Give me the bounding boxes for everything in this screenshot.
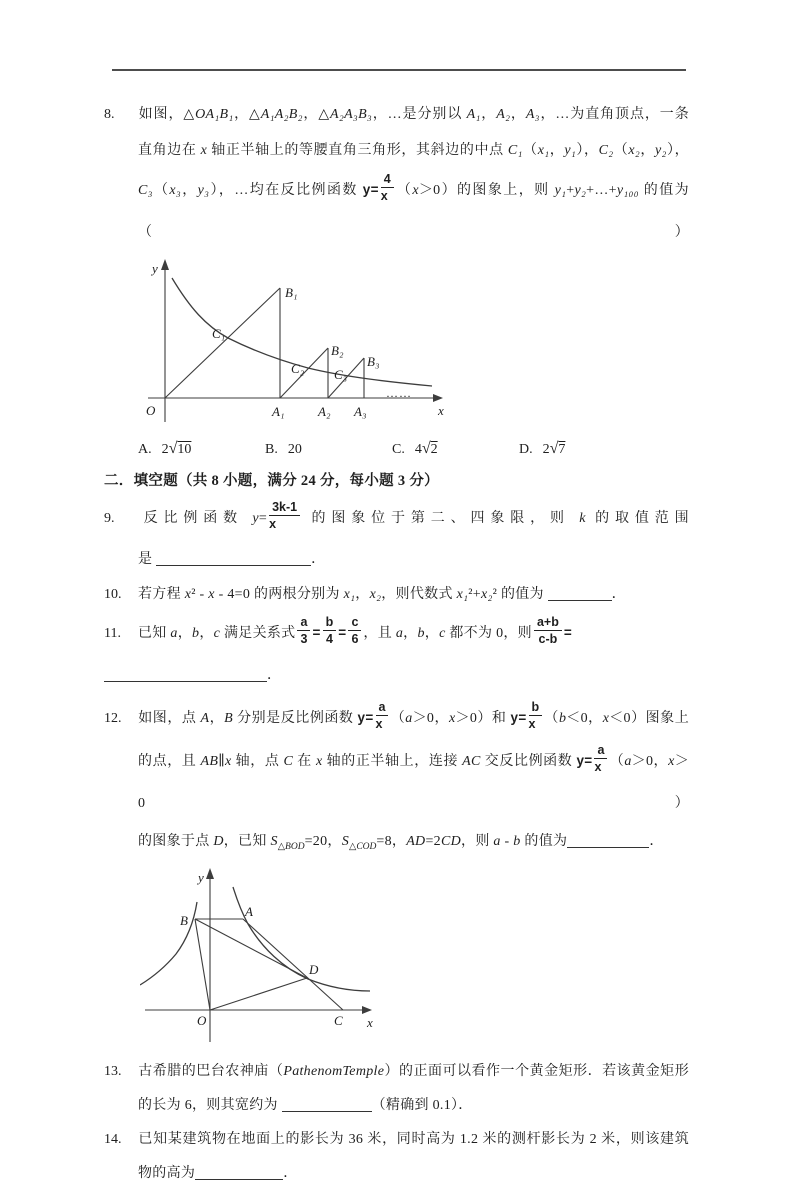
q8-line-3: C₃（x₃，y₃），…均在反比例函数 y= $\frac{4}{x}$ （x＞0）的图象上，则 y₁+y₂+…+y₁₀₀ 的值为（ ） (138, 171, 689, 240)
q10-line-1: 10. 若方程 x² - x - 4=0 的两根分别为 x₁，x₂，则代数式 x₁²+x₂² 的值为 ． (104, 587, 626, 602)
q8-choice-d (519, 438, 646, 461)
q8-choice-a-value: 2√10 (161, 440, 192, 457)
fig1-origin-label: O (146, 403, 156, 418)
q8-choice-c (392, 438, 519, 461)
q9-line-1: 9. 反比例函数 y= $\frac{3k-1}{x}$ 的图象位于第二、四象限，则 k 的取值范围 (104, 499, 689, 532)
fig2-point-a: A (245, 903, 253, 919)
q8-figure-svg (140, 256, 470, 428)
q8-choice-a-label: A. (138, 442, 152, 457)
q8-choice-b-label: B. (265, 442, 278, 457)
fig1-point-a3: A₃ (354, 404, 367, 419)
fig1-point-c2: C₂ (291, 361, 305, 376)
q13-line-1: 13. 古希腊的巴台农神庙（PathenomTemple）的正面可以看作一个黄金矩形．若该黄金矩形 (104, 1063, 689, 1079)
fig1-ellipsis-dots: …… (386, 386, 412, 400)
fig1-point-b2: B₂ (331, 343, 344, 358)
fig2-left-hyperbola (140, 902, 197, 985)
fig1-point-a1: A₁ (272, 404, 285, 419)
q8-line-2: 直角边在 x 轴正半轴上的等腰直角三角形，其斜边的中点 C₁（x₁，y₁），C₂（x₂，y₂）， (138, 143, 689, 158)
q12-line-1: 12. 如图，点 A，B 分别是反比例函数 y= $\frac{a}{x}$ （a＞0，x＞0）和 y= $\frac{b}{x}$ （b＜0，x＜0）图象上 (104, 699, 690, 732)
question-9 (104, 495, 689, 577)
fig1-point-c1: C₁ (212, 326, 226, 341)
fig2-x-axis-label: x (367, 1014, 373, 1030)
section-2-title: 二．填空题（共 8 小题，满分 24 分，每小题 3 分） (104, 473, 439, 489)
fig1-y-axis-label: y (152, 261, 158, 276)
fig2-y-axis-label: y (198, 869, 204, 885)
q8-choice-b-value: 20 (287, 442, 302, 457)
question-10 (104, 577, 689, 612)
q8-line-1: 8. 如图，△OA₁B₁，△A₁A₂B₂，△A₂A₃B₃，…是分别以 A₁，A₂，A₃，…为直角顶点，一条 (104, 107, 690, 122)
question-8 (104, 97, 689, 461)
question-12 (104, 697, 689, 1053)
fig2-origin-label: O (197, 1012, 207, 1028)
fig2-point-d: D (309, 961, 319, 977)
fig2-point-c: C (334, 1012, 343, 1028)
q8-choice-c-label: C. (392, 442, 405, 457)
q12-figure-svg (140, 866, 385, 1048)
q14-line-2: 物的高为 ． (138, 1165, 298, 1181)
q14-line-1: 14. 已知某建筑物在地面上的影长为 36 米，同时高为 1.2 米的测杆影长为 2 米，则该建筑 (104, 1131, 689, 1147)
fig1-point-b1: B₁ (285, 285, 298, 300)
question-11 (104, 612, 689, 697)
question-13 (104, 1055, 689, 1123)
q8-choice-d-label: D. (519, 442, 533, 457)
q8-figure (140, 256, 689, 433)
fig1-point-b3: B₃ (367, 354, 380, 369)
fig1-x-axis-label: x (438, 403, 444, 418)
q11-line-1: 11. 已知 a，b，c 满足关系式 $\frac{a}{3}$ = $\frac{b}{4}$ = $\frac{c}{6}$ ，且 a，b，c 都不为 0，则 $\frac{a+b}{c-b}$ =． (104, 614, 573, 683)
fig1-point-a2: A₂ (318, 404, 331, 419)
fig2-point-b: B (180, 912, 188, 928)
q12-line-2: 的点，且 AB∥x 轴，点 C 在 x 轴的正半轴上，连接 AC 交反比例函数 y= $\frac{a}{x}$ （a＞0，x＞0） (138, 742, 689, 811)
q8-choice-b (265, 438, 392, 461)
q8-choice-a (138, 438, 265, 461)
q8-choice-c-value: 4√2 (414, 440, 438, 457)
q13-line-2: 的长为 6，则其宽约为 （精确到 0.1）． (138, 1097, 473, 1113)
exam-page (0, 69, 793, 1191)
fig2-segments (195, 919, 343, 1010)
q12-figure (140, 866, 689, 1053)
q8-choices (104, 438, 689, 461)
q8-choice-d-value: 2√7 (542, 440, 566, 457)
q12-line-3: 的图象于点 D，已知 $S_{\triangle BOD}=20$，$S_{\triangle COD}=8$，AD=2CD，则 a - b 的值为 ． (138, 834, 664, 852)
q9-line-2: 是 ． (138, 552, 326, 567)
fig1-point-c3: C₃ (334, 367, 348, 382)
top-rule (112, 69, 686, 71)
question-14 (104, 1123, 689, 1191)
